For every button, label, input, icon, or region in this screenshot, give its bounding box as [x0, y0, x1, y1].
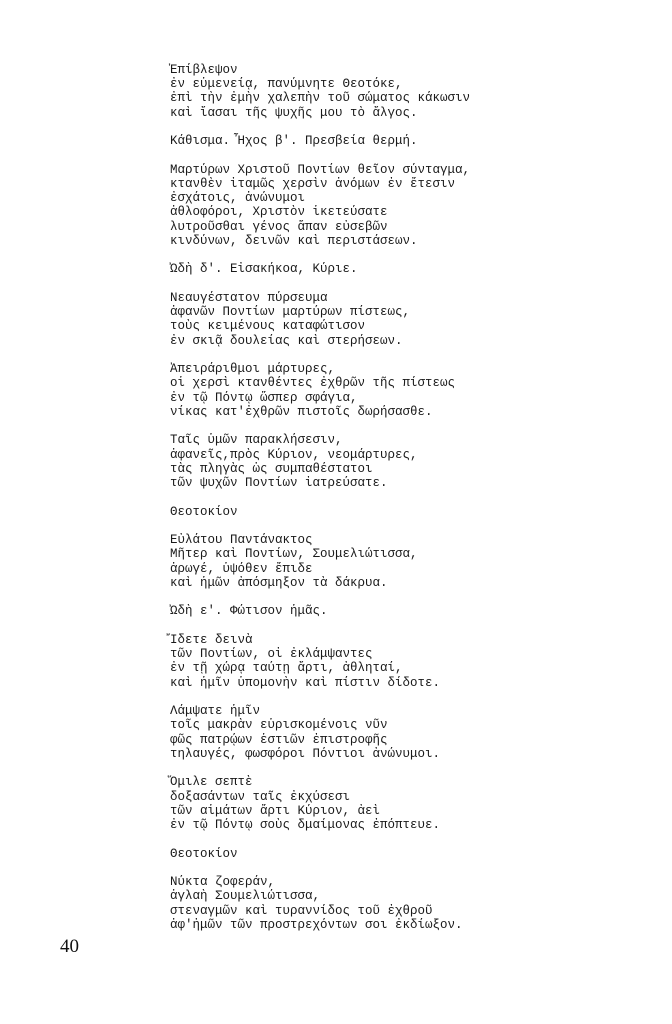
hymn-text: [170, 63, 640, 946]
text-line: νίκας κατ'ἐχθρῶν πιστοῖς δωρήσασθε.: [170, 404, 433, 419]
text-line: Θεοτοκίον: [170, 846, 238, 861]
text-line: κινδύνων, δεινῶν καὶ περιστάσεων.: [170, 233, 418, 248]
text-line: Ἀπειράριθμοι μάρτυρες,: [170, 362, 336, 377]
text-line: τῶν ψυχῶν Ποντίων ἰατρεύσατε.: [170, 476, 388, 491]
stanza: [170, 262, 640, 276]
stanza: [170, 163, 640, 248]
text-line: Νύκτα ζοφεράν,: [170, 875, 276, 890]
text-line: τῶν Ποντίων, οἱ ἐκλάμψαντες: [170, 647, 373, 662]
stanza: [170, 847, 640, 861]
text-line: καὶ ἴασαι τῆς ψυχῆς μου τὸ ἄλγος.: [170, 105, 418, 120]
stanza: [170, 505, 640, 519]
text-line: οἱ χερσὶ κτανθέντες ἐχθρῶν τῆς πίστεως: [170, 376, 456, 391]
text-line: καὶ ἡμῶν ἀπόσμηξον τὰ δάκρυα.: [170, 575, 388, 590]
stanza: [170, 633, 640, 690]
stanza: [170, 63, 640, 120]
text-line: τῶν αἱμάτων ἄρτι Κύριον, ἀεὶ: [170, 803, 381, 818]
stanza: [170, 362, 640, 419]
text-line: Ὅμιλε σεπτὲ: [170, 775, 253, 790]
text-line: Ἴδετε δεινὰ: [170, 633, 253, 647]
text-line: Νεαυγέστατον πύρσευμα: [170, 291, 328, 305]
stanza: [170, 775, 640, 832]
text-line: Ἐπίβλεψον: [170, 63, 238, 77]
text-line: τοῖς μακρὰν εὑρισκομένοις νῦν: [170, 718, 388, 733]
text-line: ἀφ'ἡμῶν τῶν προστρεχόντων σοι ἐκδίωξον.: [170, 917, 463, 932]
text-line: Μῆτερ καὶ Ποντίων, Σουμελιώτισσα,: [170, 547, 418, 562]
text-line: ἀφανεῖς,πρὸς Κύριον, νεομάρτυρες,: [170, 447, 418, 462]
text-line: ἀφανῶν Ποντίων μαρτύρων πίστεως,: [170, 305, 411, 320]
page-number: 40: [60, 936, 79, 957]
text-line: ἐν εὐμενείᾳ, πανύμνητε Θεοτόκε,: [170, 77, 403, 92]
stanza: [170, 704, 640, 761]
text-line: Εὐλάτου Παντάνακτος: [170, 533, 313, 548]
text-line: λυτροῦσθαι γένος ἅπαν εὐσεβῶν: [170, 219, 388, 234]
text-line: Κάθισμα. Ἦχος β'. Πρεσβεία θερμή.: [170, 134, 418, 149]
stanza: [170, 533, 640, 590]
text-line: ἐν τῷ Πόντῳ σοὺς δμαίμονας ἐπόπτευε.: [170, 818, 441, 833]
text-line: Μαρτύρων Χριστοῦ Ποντίων θεῖον σύνταγμα,: [170, 162, 471, 177]
text-line: ἐπὶ τὴν ἐμὴν χαλεπὴν τοῦ σώματος κάκωσιν: [170, 91, 471, 106]
stanza: [170, 875, 640, 932]
text-line: ἀρωγέ, ὑψόθεν ἔπιδε: [170, 561, 313, 576]
text-line: κτανθὲν ἰταμῶς χερσὶν ἀνόμων ἐν ἔτεσιν: [170, 177, 456, 191]
text-line: Ὠδὴ δ'. Εἰσακήκοα, Κύριε.: [170, 262, 358, 277]
text-line: Ὠδὴ ε'. Φώτισον ἡμᾶς.: [170, 604, 328, 619]
stanza: [170, 433, 640, 490]
text-line: ἐν τῷ Πόντῳ ὥσπερ σφάγια,: [170, 390, 358, 405]
text-line: στεναγμῶν καὶ τυραννίδος τοῦ ἐχθροῦ: [170, 903, 433, 918]
text-line: Ταῖς ὑμῶν παρακλήσεσιν,: [170, 433, 343, 448]
stanza: [170, 134, 640, 148]
text-line: Θεοτοκίον: [170, 504, 238, 519]
text-line: ἐσχάτοις, ἀνώνυμοι: [170, 191, 306, 206]
text-line: Λάμψατε ἡμῖν: [170, 704, 261, 719]
stanza: [170, 604, 640, 618]
text-line: ἀγλαὴ Σουμελιώτισσα,: [170, 889, 321, 904]
text-line: δοξασάντων ταῖς ἐκχύσεσι: [170, 789, 351, 804]
text-line: καὶ ἡμῖν ὑπομονὴν καὶ πίστιν δίδοτε.: [170, 675, 441, 690]
text-line: ἀθλοφόροι, Χριστὸν ἱκετεύσατε: [170, 205, 388, 220]
text-line: τὰς πληγὰς ὡς συμπαθέστατοι: [170, 461, 373, 476]
text-line: ἐν σκιᾷ δουλείας καὶ στερήσεων.: [170, 333, 403, 348]
stanza: [170, 291, 640, 348]
text-line: τηλαυγές, φωσφόροι Πόντιοι ἀνώνυμοι.: [170, 746, 441, 761]
text-line: ἐν τῇ χώρᾳ ταύτῃ ἄρτι, ἀθληταί,: [170, 661, 403, 676]
text-line: φῶς πατρῴων ἑστιῶν ἐπιστροφῆς: [170, 732, 388, 747]
text-line: τοὺς κειμένους καταφώτισον: [170, 319, 366, 334]
